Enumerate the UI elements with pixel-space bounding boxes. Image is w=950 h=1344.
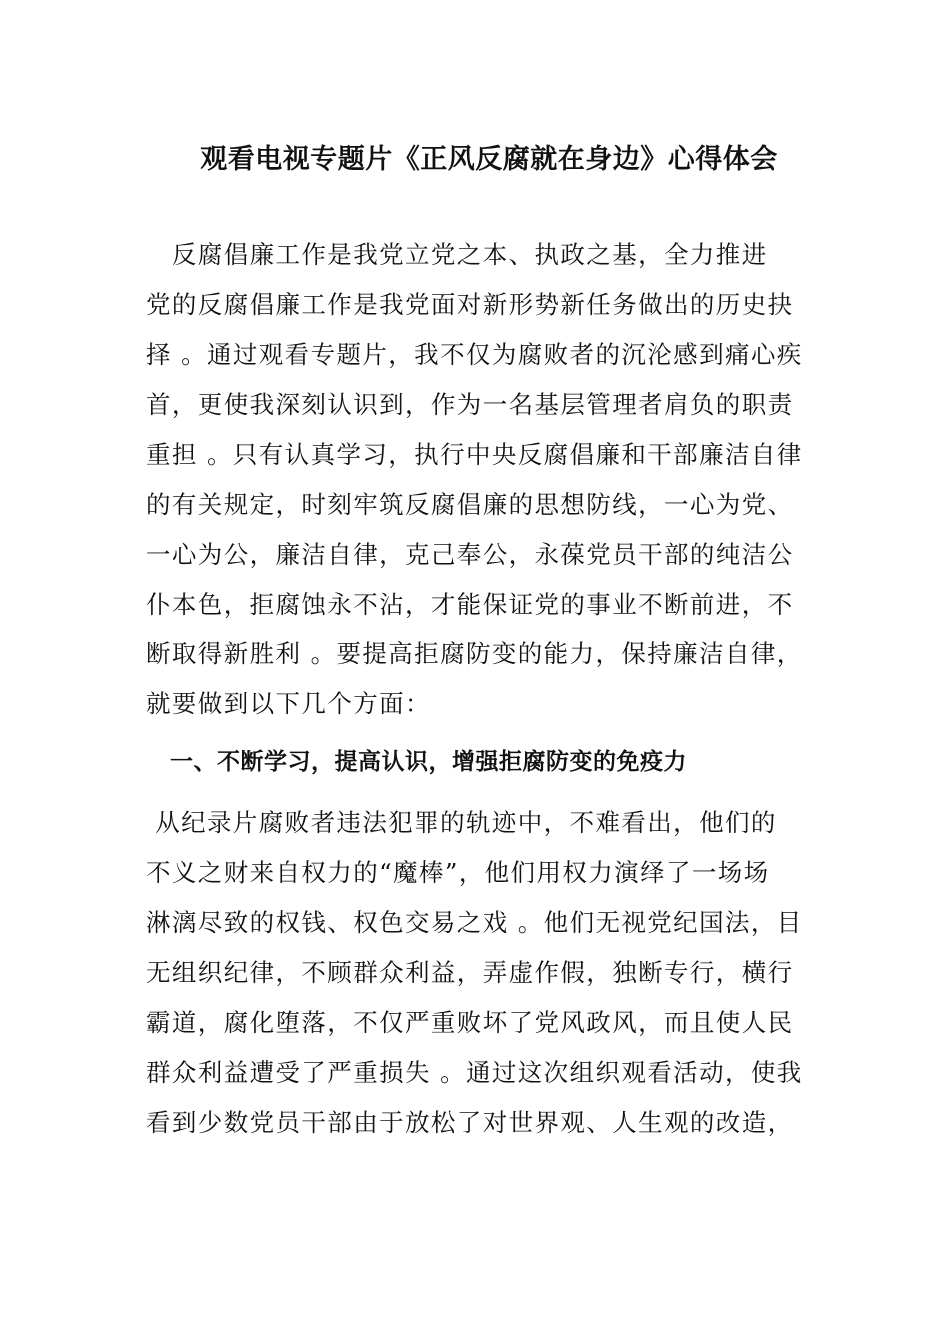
paragraph-line: 仆本色，拒腐蚀永不沾，才能保证党的事业不断前进，不 bbox=[146, 590, 794, 619]
paragraph-line: 首，更使我深刻认识到，作为一名基层管理者肩负的职责 bbox=[146, 390, 794, 419]
paragraph-line: 群众利益遭受了严重损失 。通过这次组织观看活动，使我 bbox=[146, 1058, 803, 1087]
document-title: 观看电视专题片《正风反腐就在身边》心得体会 bbox=[200, 144, 778, 175]
section-heading: 一、不断学习，提高认识，增强拒腐防变的免疫力 bbox=[170, 748, 687, 775]
paragraph-line: 的有关规定，时刻牢筑反腐倡廉的思想防线，一心为党、 bbox=[146, 490, 794, 519]
paragraph-line: 反腐倡廉工作是我党立党之本、执政之基，全力推进 bbox=[146, 240, 768, 269]
paragraph-line: 一心为公，廉洁自律，克己奉公，永葆党员干部的纯洁公 bbox=[146, 540, 794, 569]
paragraph-line: 霸道，腐化堕落，不仅严重败坏了党风政风，而且使人民 bbox=[146, 1008, 794, 1037]
paragraph-line: 不义之财来自权力的“魔棒”，他们用权力演绎了一场场 bbox=[146, 858, 770, 887]
paragraph-line: 断取得新胜利 。要提高拒腐防变的能力，保持廉洁自律， bbox=[146, 639, 803, 668]
paragraph-line: 看到少数党员干部由于放松了对世界观、人生观的改造， bbox=[146, 1108, 794, 1137]
paragraph-line: 淋漓尽致的权钱、权色交易之戏 。他们无视党纪国法，目 bbox=[146, 908, 803, 937]
paragraph-line: 无组织纪律，不顾群众利益，弄虚作假，独断专行，横行 bbox=[146, 958, 794, 987]
paragraph-line: 重担 。只有认真学习，执行中央反腐倡廉和干部廉洁自律 bbox=[146, 440, 803, 469]
paragraph-line: 从纪录片腐败者违法犯罪的轨迹中，不难看出，他们的 bbox=[146, 808, 777, 837]
paragraph-line: 择 。通过观看专题片，我不仅为腐败者的沉沦感到痛心疾 bbox=[146, 340, 803, 369]
paragraph-line: 就要做到以下几个方面： bbox=[146, 689, 431, 718]
paragraph-line: 党的反腐倡廉工作是我党面对新形势新任务做出的历史抉 bbox=[146, 290, 794, 319]
